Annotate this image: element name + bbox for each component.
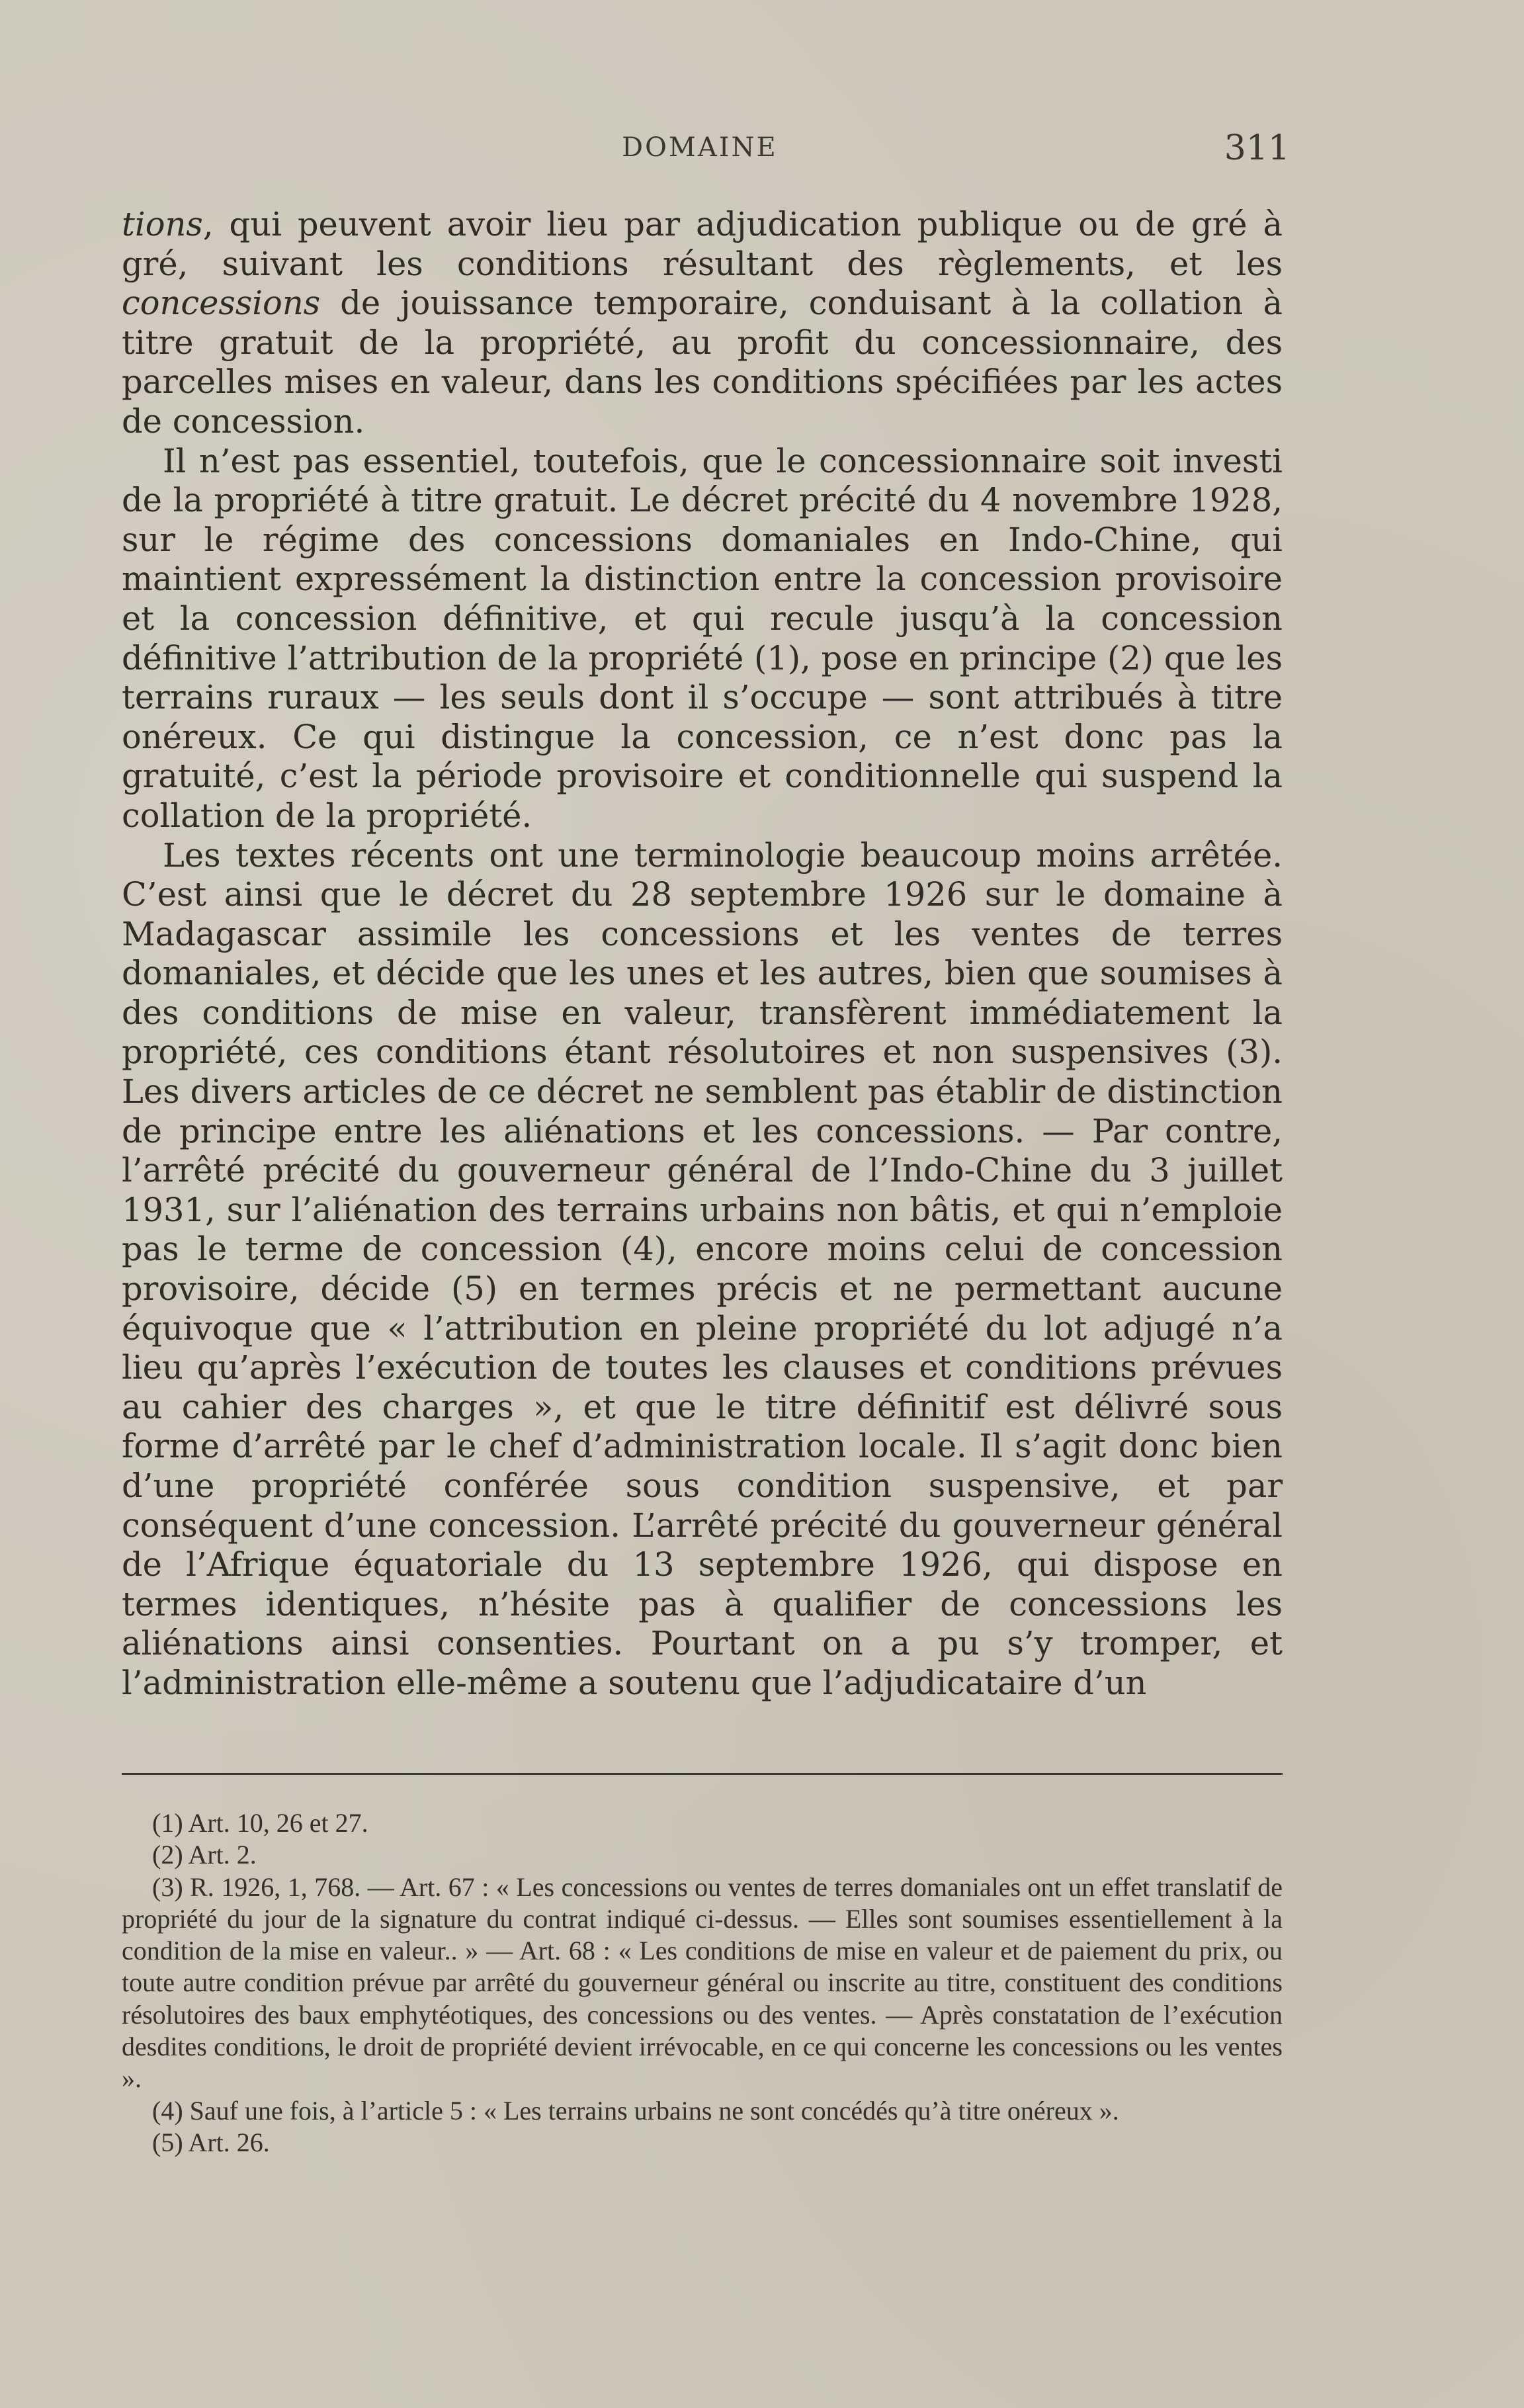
footnote-2-mark: (2) (152, 1840, 183, 1870)
footnote-4 (122, 2095, 1283, 2127)
running-title: DOMAINE (622, 132, 778, 163)
footnote-3-text: R. 1926, 1, 768. — Art. 67 : « Les concessions ou ventes de terres domaniales ont un effet translatif de propriété du jour de la signature du contrat indiqué ci-dessus. — Elles sont soumises essentiellement à la condition de la mise en valeur.. » — Art. 68 : « Les conditions de mise en valeur et de paiement du prix, ou toute autre condition prévue par arrêté du gouverneur général ou inscrite au titre, constituent des conditions résolutoires des baux emphytéotiques, des concessions ou des ventes. — Après constatation de l’exécution desdites conditions, le droit de propriété devient irrévocable, en ce qui concerne les concessions ou les ventes ». (122, 1871, 1283, 2094)
footnote-3 (122, 1871, 1283, 2095)
footnote-2 (122, 1839, 1283, 1871)
footnote-4-mark: (4) (152, 2095, 183, 2126)
footnote-5-text: Art. 26. (183, 2127, 270, 2157)
footnote-5 (122, 2127, 1283, 2159)
italic-term-concessions: concessions (122, 284, 321, 323)
paragraph-1-text-b: de jouissance temporaire, conduisant à la collation à titre gratuit de la propriété, au profit du concessionnaire, des parcelles mises en valeur, dans les conditions spécifiées par les actes de concession. (122, 284, 1283, 441)
paragraph-2: Il n’est pas essentiel, toutefois, que le concessionnaire soit investi de la propriété à titre gratuit. Le décret précité du 4 novembre 1928, sur le régime des concessions domaniales en Indo-Chine, qui maintient expressément la distinction entre la concession provisoire et la concession définitive, et qui recule jusqu’à la concession définitive l’attribution de la propriété (1), pose en principe (2) que les terrains ruraux — les seuls dont il s’occupe — sont attribués à titre onéreux. Ce qui distingue la concession, ce n’est donc pas la gratuité, c’est la période provisoire et conditionnelle qui suspend la collation de la propriété. (122, 441, 1283, 835)
italic-term-tions: tions (122, 205, 203, 243)
page-number: 311 (1224, 128, 1290, 168)
footnote-divider (122, 1773, 1283, 1775)
footnote-2-text: Art. 2. (183, 1840, 257, 1870)
footnote-4-text: Sauf une fois, à l’article 5 : « Les terrains urbains ne sont concédés qu’à titre onéreux ». (183, 2095, 1119, 2126)
footnote-5-mark: (5) (152, 2127, 183, 2157)
footnotes (122, 1807, 1283, 2159)
paragraph-1-text-a: , qui peuvent avoir lieu par adjudication publique ou de gré à gré, suivant les conditions résultant des règlements, et les (122, 205, 1283, 283)
footnote-1-mark: (1) (152, 1808, 183, 1838)
main-text (122, 205, 1283, 1703)
paragraph-1 (122, 205, 1283, 442)
footnote-3-mark: (3) (152, 1871, 183, 1902)
footnote-1-text: Art. 10, 26 et 27. (183, 1808, 368, 1838)
page-header (119, 128, 1290, 172)
footnote-1 (122, 1807, 1283, 1839)
paragraph-3: Les textes récents ont une terminologie beaucoup moins arrêtée. C’est ainsi que le décret du 28 septembre 1926 sur le domaine à Madagascar assimile les concessions et les ventes de terres domaniales, et décide que les unes et les autres, bien que soumises à des conditions de mise en valeur, transfèrent immédiatement la propriété, ces conditions étant résolutoires et non suspensives (3). Les divers articles de ce décret ne semblent pas établir de distinction de principe entre les aliénations et les concessions. — Par contre, l’arrêté précité du gouverneur général de l’Indo-Chine du 3 juillet 1931, sur l’aliénation des terrains urbains non bâtis, et qui n’emploie pas le terme de concession (4), encore moins celui de concession provisoire, décide (5) en termes précis et ne permettant aucune équivoque que « l’attribution en pleine propriété du lot adjugé n’a lieu qu’après l’exécution de toutes les clauses et conditions prévues au cahier des charges », et que le titre définitif est délivré sous forme d’arrêté par le chef d’administration locale. Il s’agit donc bien d’une propriété conférée sous condition suspensive, et par conséquent d’une concession. L’arrêté précité du gouverneur général de l’Afrique équatoriale du 13 septembre 1926, qui dispose en termes identiques, n’hésite pas à qualifier de concessions les aliénations ainsi consenties. Pourtant on a pu s’y tromper, et l’administration elle-même a soutenu que l’adjudicataire d’un (122, 836, 1283, 1702)
